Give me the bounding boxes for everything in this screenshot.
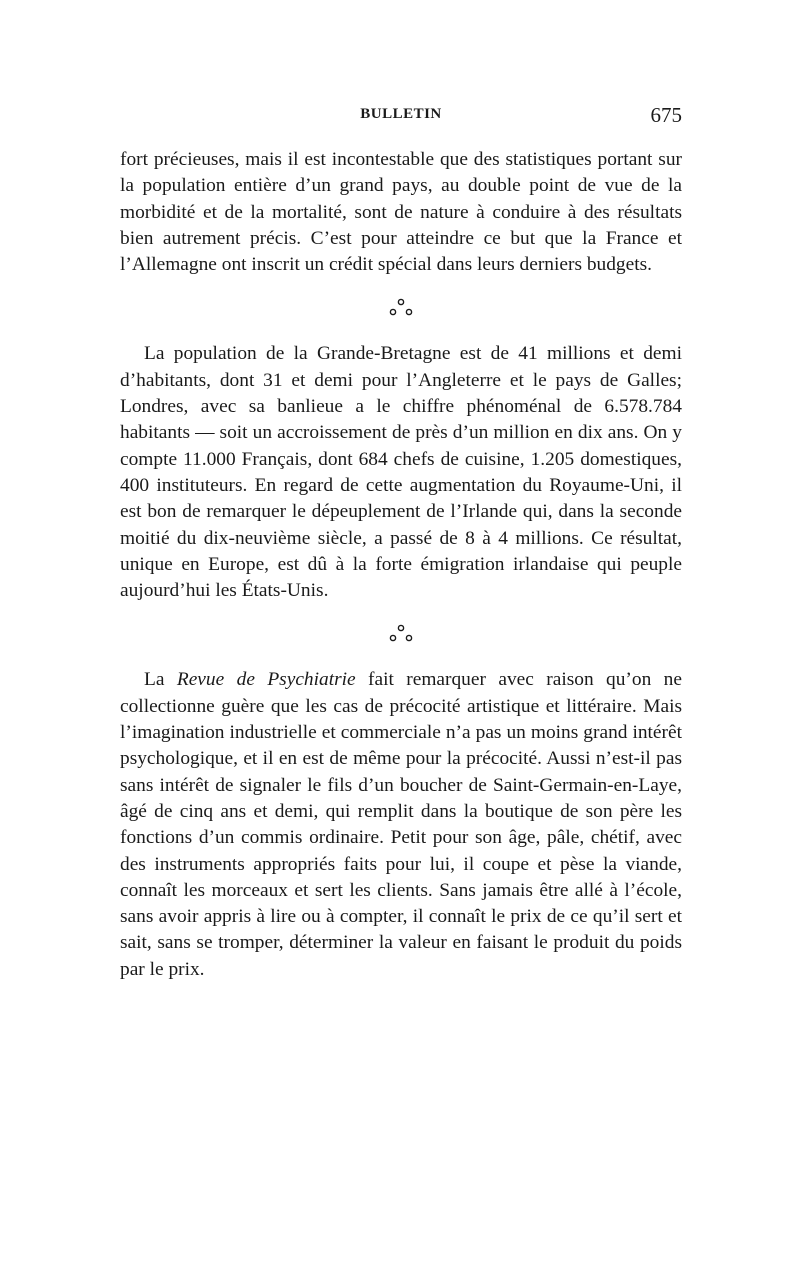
- running-title: BULLETIN: [360, 106, 442, 122]
- paragraph-body: fait remarquer avec raison qu’on ne collectionne guère que les cas de précocité artistique et littéraire. Mais l’imagination industrielle et commerciale n’a pas un moins grand intérêt psychologique, et il en est de même pour la précocité. Aussi n’est-il pas sans intérêt de signaler le fils d’un boucher de Saint-Germain-en-Laye, âgé de cinq ans et demi, qui remplit dans la boutique de son père les fonctions d’un commis ordinaire. Petit pour son âge, pâle, chétif, avec des instruments appropriés faits pour lui, il coupe et pèse la viande, connaît les morceaux et sert les clients. Sans jamais être allé à l’école, sans avoir appris à lire ou à compter, il connaît le prix de ce qu’il sert et sait, sans se tromper, déterminer la valeur en faisant le produit du poids par le prix.: [120, 669, 682, 980]
- running-head: [120, 103, 682, 136]
- asterism-icon: [388, 297, 414, 319]
- page-number: 675: [650, 103, 682, 127]
- paragraph-continuation: fort précieuses, mais il est incontestable que des statistiques portant sur la population entière d’un grand pays, au double point de vue de la morbidité et de la mortalité, sont de nature à conduire à des résultats bien autrement précis. C’est pour atteindre ce but que la France et l’Allemagne ont inscrit un crédit spécial dans leurs derniers budgets.: [120, 149, 682, 276]
- paragraph-lead: La: [144, 669, 177, 691]
- paragraph-precocity: [120, 667, 682, 983]
- body-text: [120, 147, 682, 983]
- paragraph-population: La population de la Grande-Bretagne est de 41 millions et demi d’habitants, dont 31 et demi pour l’Angleterre et le pays de Galles; Londres, avec sa banlieue a le chiffre phénoménal de 6.578.784 habitants — soit un accroissement de près d’un million en dix ans. On y compte 11.000 Français, dont 684 chefs de cuisine, 1.205 domestiques, 400 instituteurs. En regard de cette augmentation du Royaume-Uni, il est bon de remarquer le dépeuplement de l’Irlande qui, dans la seconde moitié du dix-neuvième siècle, a passé de 8 à 4 millions. Ce résultat, unique en Europe, est dû à la forte émigration irlandaise qui peuple aujourd’hui les États-Unis.: [120, 343, 682, 602]
- asterism-icon: [388, 623, 414, 645]
- section-separator: [120, 604, 682, 667]
- section-separator: [120, 278, 682, 341]
- journal-title: Revue de Psychiatrie: [176, 669, 356, 691]
